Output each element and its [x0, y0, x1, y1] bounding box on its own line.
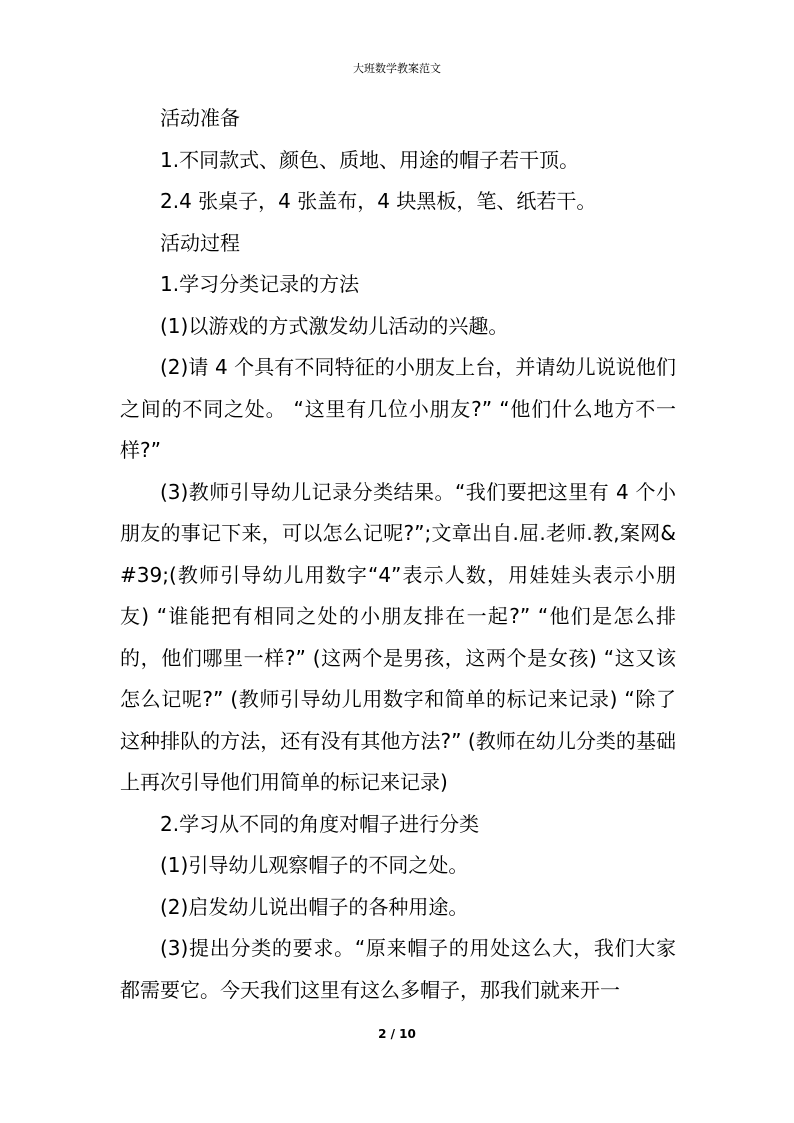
heading-activity-process: 活动过程: [160, 230, 240, 255]
page-header: 大班数学教案范文: [353, 62, 441, 75]
process-step-2-sub-1: (1)引导幼儿观察帽子的不同之处。: [160, 853, 469, 877]
process-step-1-sub-1: (1)以游戏的方式激发幼儿活动的兴趣。: [160, 313, 509, 338]
page-number: 2 / 10: [378, 1027, 416, 1041]
process-step-1-sub-2: (2)请 4 个具有不同特征的小朋友上台，并请幼儿说说他们之间的不同之处。 “这里有几位小朋友?” “他们什么地方不一样?”: [120, 355, 676, 462]
process-step-2-sub-3: (3)提出分类的要求。“原来帽子的用处这么大，我们大家都需要它。今天我们这里有这么多帽子，那我们就来开一: [120, 936, 676, 1002]
process-step-1-title: 1.学习分类记录的方法: [160, 272, 360, 296]
process-step-2-sub-2: (2)启发幼儿说出帽子的各种用途。: [160, 894, 469, 919]
process-step-2-title: 2.学习从不同的角度对帽子进行分类: [160, 811, 480, 836]
preparation-item-1: 1.不同款式、颜色、质地、用途的帽子若干顶。: [160, 147, 580, 172]
document-body: [120, 98, 676, 1011]
preparation-item-2: 2.4 张桌子，4 张盖布，4 块黑板，笔、纸若干。: [160, 189, 597, 213]
heading-activity-preparation: 活动准备: [160, 106, 240, 130]
process-step-1-sub-3: (3)教师引导幼儿记录分类结果。“我们要把这里有 4 个小朋友的事记下来，可以怎么记呢?”;文章出自.屈.老师.教,案网&#39;(教师引导幼儿用数字“4”表示人数，用娃娃头表示小朋友) “谁能把有相同之处的小朋友排在一起?” “他们是怎么排的，他们哪里一样?” (这两个是男孩，这两个是女孩) “这又该怎么记呢?” (教师引导幼儿用数字和简单的标记来记录) “除了这种排队的方法，还有没有其他方法?” (教师在幼儿分类的基础上再次引导他们用简单的标记来记录): [120, 479, 676, 794]
